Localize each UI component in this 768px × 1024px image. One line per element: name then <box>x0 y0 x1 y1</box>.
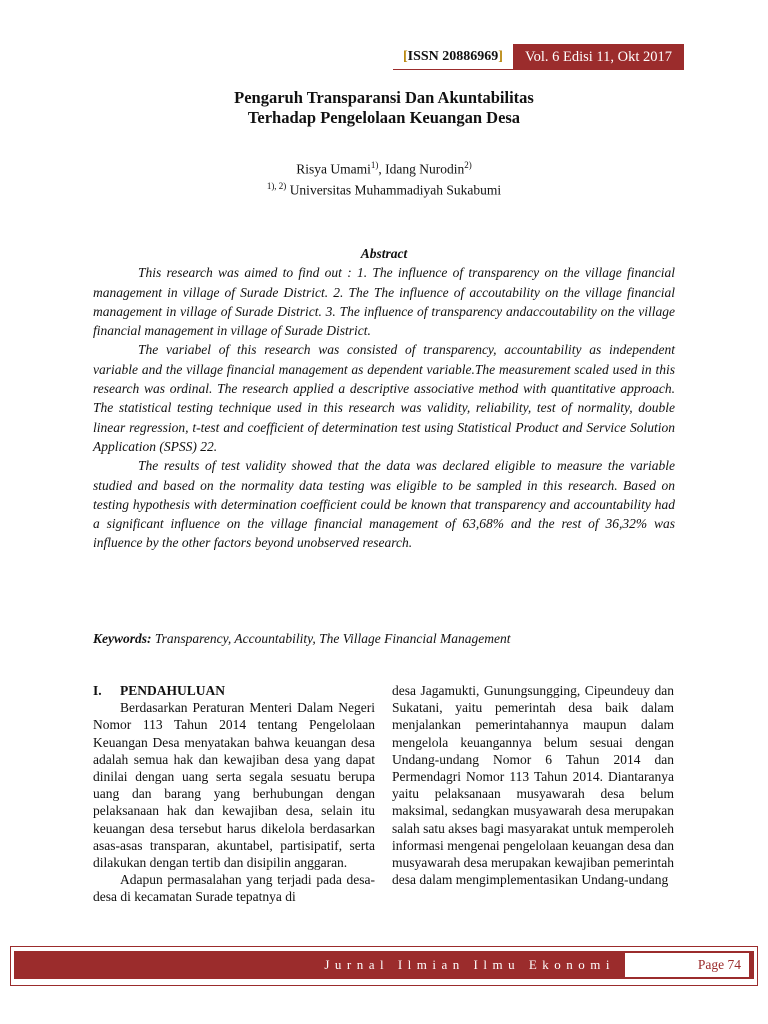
journal-name: Jurnal Ilmian Ilmu Ekonomi <box>324 957 615 972</box>
issn-label: [ ISSN 20886969 ] <box>393 44 513 70</box>
body-paragraph: desa Jagamukti, Gunungsungging, Cipeundeuy dan Sukatani, yaitu pemerintah desa baik dalam menjalankan pemerintahannya maupun dalam mengelola keuangannya belum sesuai dengan Undang-undang Nomor 6 Tahun 2014 dan Permendagri Nomor 113 Tahun 2014. Diantaranya yaitu pelaksanaan musyawarah desa belum maksimal, sedangkan musyawarah desa merupakan salah satu akses bagi masyarakat untuk memperoleh informasi mengenai pengelolaan keuangan desa dan musyawarah desa merupakan kewajiban pemerintah desa dalam mengimplementasikan Undang-undang <box>392 683 674 888</box>
footer-bar <box>14 951 754 979</box>
author-block <box>0 157 768 198</box>
body-column-right <box>392 682 674 888</box>
author-names: Risya Umami$^{1)}$, Idang Nurodin$^{2)}$ <box>296 160 472 177</box>
abstract-paragraph: The variabel of this research was consisted of transparency, accountability as independent variable and the village financial management as dependent variable.The measurement scaled used in this research was ordinal. The research applied a descriptive associative method with quantitative approach. The statistical testing technique used in this research was validity, reliability, test of normality, double linear regression, t-test and coefficient of determination test using Statistical Product and Service Solution Application (SPSS) 22. <box>93 342 675 454</box>
page-number-box <box>625 953 749 977</box>
abstract-paragraph: The results of test validity showed that the data was declared eligible to measure the variable studied and based on the normality data testing was eligible to be sampled in this research. Based on testing hypothesis with determination coefficient could be known that transparency and accountability had a significant influence on the village financial management of 63,68% and the rest of 36,32% was influence by the other factors beyond unobserved research. <box>93 458 675 551</box>
keywords-text: Transparency, Accountability, The Village Financial Management <box>151 631 511 646</box>
section-number: I. <box>93 683 102 698</box>
keywords <box>93 630 693 647</box>
affiliation: $^{1), 2)}$ Universitas Muhammadiyah Sukabumi <box>266 180 502 197</box>
abstract-paragraph: This research was aimed to find out : 1. The influence of transparency on the village financial management in village of Surade District. 2. The The influence of accoutability on the village financial management in village of Surade District. 3. The influence of transparency andaccoutability on the village financial management in village of Surade District. <box>93 265 675 339</box>
title-line-1: Pengaruh Transparansi Dan Akuntabilitas <box>234 88 534 107</box>
section-heading <box>93 682 375 699</box>
volume-badge: Vol. 6 Edisi 11, Okt 2017 <box>513 44 684 70</box>
body-column-left <box>93 682 375 906</box>
journal-header <box>393 44 684 70</box>
page-number: Page 74 <box>697 957 741 972</box>
body-paragraph: Adapun permasalahan yang terjadi pada desa-desa di kecamatan Surade tepatnya di <box>93 872 375 905</box>
title-line-2: Terhadap Pengelolaan Keuangan Desa <box>247 108 521 127</box>
section-title: PENDAHULUAN <box>120 683 226 698</box>
abstract-section <box>93 244 675 553</box>
body-paragraph: Berdasarkan Peraturan Menteri Dalam Negeri Nomor 113 Tahun 2014 tentang Pengelolaan Keuangan Desa menyatakan bahwa keuangan desa adalah semua hak dan kewajiban desa yang dapat dinilai dengan uang serta segala sesuatu berupa uang dan barang yang berhubungan dengan pelaksanaan hak dan kewajiban desa, selain itu keuangan desa tersebut harus dikelola berdasarkan asas-asas transparan, akuntabel, partisipatif, serta dilakukan dengan tertib dan disipilin anggaran. <box>93 700 375 871</box>
issn-number: ISSN 20886969 <box>407 48 499 64</box>
author-2: Idang Nurodin <box>385 161 465 177</box>
keywords-label: Keywords: <box>93 631 152 646</box>
abstract-heading: Abstract <box>360 246 408 261</box>
paper-title <box>0 88 768 128</box>
author-1: Risya Umami <box>296 161 371 177</box>
